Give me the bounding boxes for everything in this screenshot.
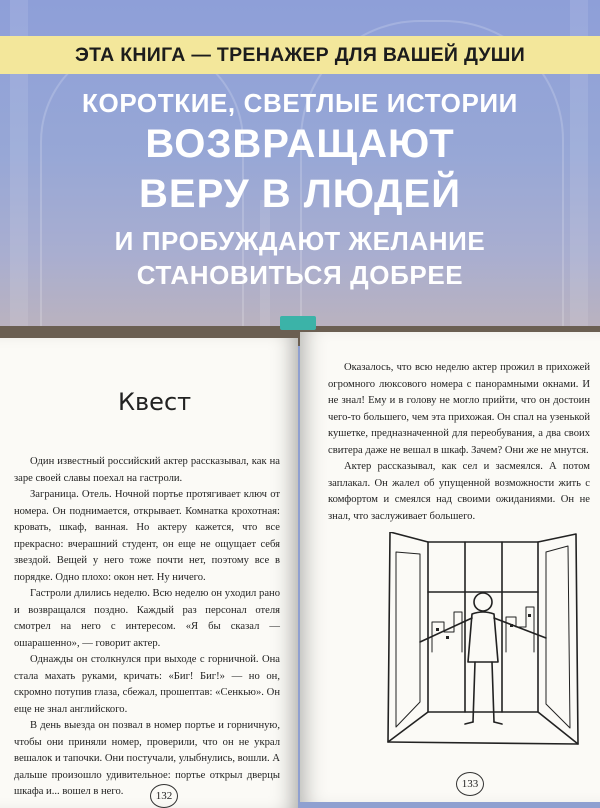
paragraph: Оказалось, что всю неделю актер прожил в прихожей огромного люксового номера с панорамными окнами. И не знал! Ему и в голову не могло прийти, что он достоин чего-то большего, чем эта прихожая. Он спал на узенькой кушетке, предназначенной для переобувания, а два своих свитера даже не вешал в шкаф. Зачем? Они же не мнутся. [328,362,590,456]
paragraph: Один известный российский актер рассказывал, как на заре своей славы поехал на гастроли. [14,456,280,484]
headline-line-4: И ПРОБУЖДАЮТ ЖЕЛАНИЕ [114,226,486,256]
chapter-title: Квест [118,388,192,416]
illustration-man-opening-doors [380,532,580,752]
paragraph: В день выезда он позвал в номер портье и горничную, чтобы они приняли номер, проверили, что он не украл вешалок и тапочки. Они постучали, улыбнулись, вошли. А дальше произошло удивительное: портье открыл дверцы шкафа и... вошел в него. [14,720,280,797]
banner-text: ЭТА КНИГА — ТРЕНАЖЕР ДЛЯ ВАШЕЙ ДУШИ [74,44,526,66]
bookmark-ribbon [280,316,316,330]
paragraph: Актер рассказывал, как сел и засмеялся. А потом заплакал. Он жалел об упущенной возможности жить с комфортом и смеялся над своими ожиданиями. Он не знал, что заслуживает большего. [328,461,590,522]
open-book [0,320,600,800]
headline-line-3: ВЕРУ В ЛЮДЕЙ [139,172,461,216]
left-page-text [14,454,280,801]
page-number-left: 132 [150,784,178,808]
right-page [300,332,600,802]
headline-line-1: КОРОТКИЕ, СВЕТЛЫЕ ИСТОРИИ [82,88,518,118]
page-number-right: 133 [456,772,484,796]
promo-banner [0,36,600,74]
paragraph: Однажды он столкнулся при выходе с горничной. Она стала махать руками, кричать: «Биг! Биг!» — но он, скромно потупив глаза, сбежал, прошептав: «Сенкью». Он еще не знал английского. [14,654,280,715]
right-page-text [328,360,590,525]
paragraph: Гастроли длились неделю. Всю неделю он уходил рано и возвращался поздно. Каждый раз персонал отеля смотрел на него с интересом. «Я бы сказал — ошарашенно», — говорит актер. [14,588,280,649]
left-page [0,338,298,808]
headline-line-2: ВОЗВРАЩАЮТ [145,122,455,166]
paragraph: Заграница. Отель. Ночной портье протягивает ключ от номера. Он поднимается, открывает. Комнатка крохотная: кровать, шкаф, ванная. Но актеру кажется, что все прекрасно: вчерашний студент, он еще не ощущает себя звездой. Вещей у него тоже почти нет, поэтому все в порядке. Одно плохо: окон нет. Ну ничего. [14,489,280,583]
headline-line-5: СТАНОВИТЬСЯ ДОБРЕЕ [136,260,464,290]
